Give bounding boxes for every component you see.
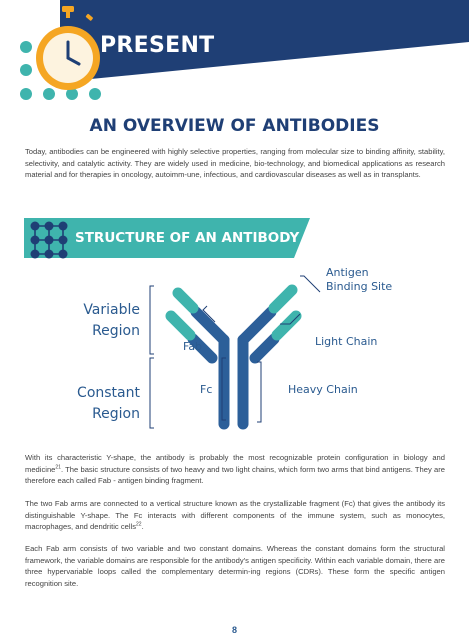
section-title: STRUCTURE OF AN ANTIBODY — [75, 230, 300, 246]
heavy-chain-label: Heavy Chain — [288, 383, 358, 396]
grid-dots-icon — [29, 220, 69, 260]
variable-region-label: Variable Region — [83, 302, 140, 339]
right-heavy-chain-constant — [243, 312, 271, 340]
antibody-diagram — [0, 262, 469, 447]
heavy-chain-bracket — [257, 362, 261, 422]
left-heavy-chain-variable — [178, 293, 193, 308]
header-graphic — [0, 0, 469, 100]
fc-label: Fc — [200, 383, 213, 396]
body-paragraph-2: The two Fab arms are connected to a vertical structure known as the crystallizable fragment (Fc) that gives the antibody its distinguishable Y-shape. The Fc interacts with different components of the immune system, such as monocytes, macrophages, and dendritic cells$^{22}$. — [25, 499, 445, 532]
body-paragraph-3: Each Fab arm consists of two variable and two constant domains. Whereas the constant domains form the structural framework, the variable domains are responsible for the antibody's antigen specificity. Within each variable domain, there are three hypervariable loops called the complementary determin-ing regions (CDRs). These form the specific antigen recognition site. — [25, 544, 445, 588]
body-paragraph-1: With its characteristic Y-shape, the antibody is probably the most recognizable protein configuration in biology and medicine$^{21}$. The basic structure consists of two heavy and two light chains, which form two arms that bind antigens. They are therefore each called Fab - antigen binding fragment. — [25, 453, 445, 486]
variable-region-bracket — [150, 286, 154, 354]
left-heavy-chain-constant — [196, 312, 224, 340]
right-light-chain-variable — [277, 316, 296, 335]
fab-label: Fab — [183, 340, 203, 353]
intro-paragraph: Today, antibodies can be engineered with highly selective properties, ranging from molecular size to binding affinity, stability, selectivity, and catalytic activity. They are widely used in medicine, bio-technology, and biomedical applications as research material and for therapies in oncology, autoimm-une, infectious, and cardiovascular diseases as well as in transplants. — [25, 147, 445, 180]
constant-region-label: Constant Region — [77, 385, 140, 422]
header-title: PRESENT — [100, 33, 215, 58]
left-light-chain-variable — [171, 316, 190, 335]
right-heavy-chain-variable — [274, 290, 292, 308]
right-light-chain-constant — [255, 339, 274, 358]
page-number: 8 — [231, 625, 237, 635]
constant-region-bracket — [150, 358, 154, 428]
light-chain-label: Light Chain — [315, 335, 378, 348]
page-title: AN OVERVIEW OF ANTIBODIES — [89, 116, 380, 136]
page-header — [0, 0, 469, 100]
antigen-site-bracket — [300, 276, 320, 292]
antigen-binding-site-label: Antigen Binding Site — [326, 266, 393, 293]
